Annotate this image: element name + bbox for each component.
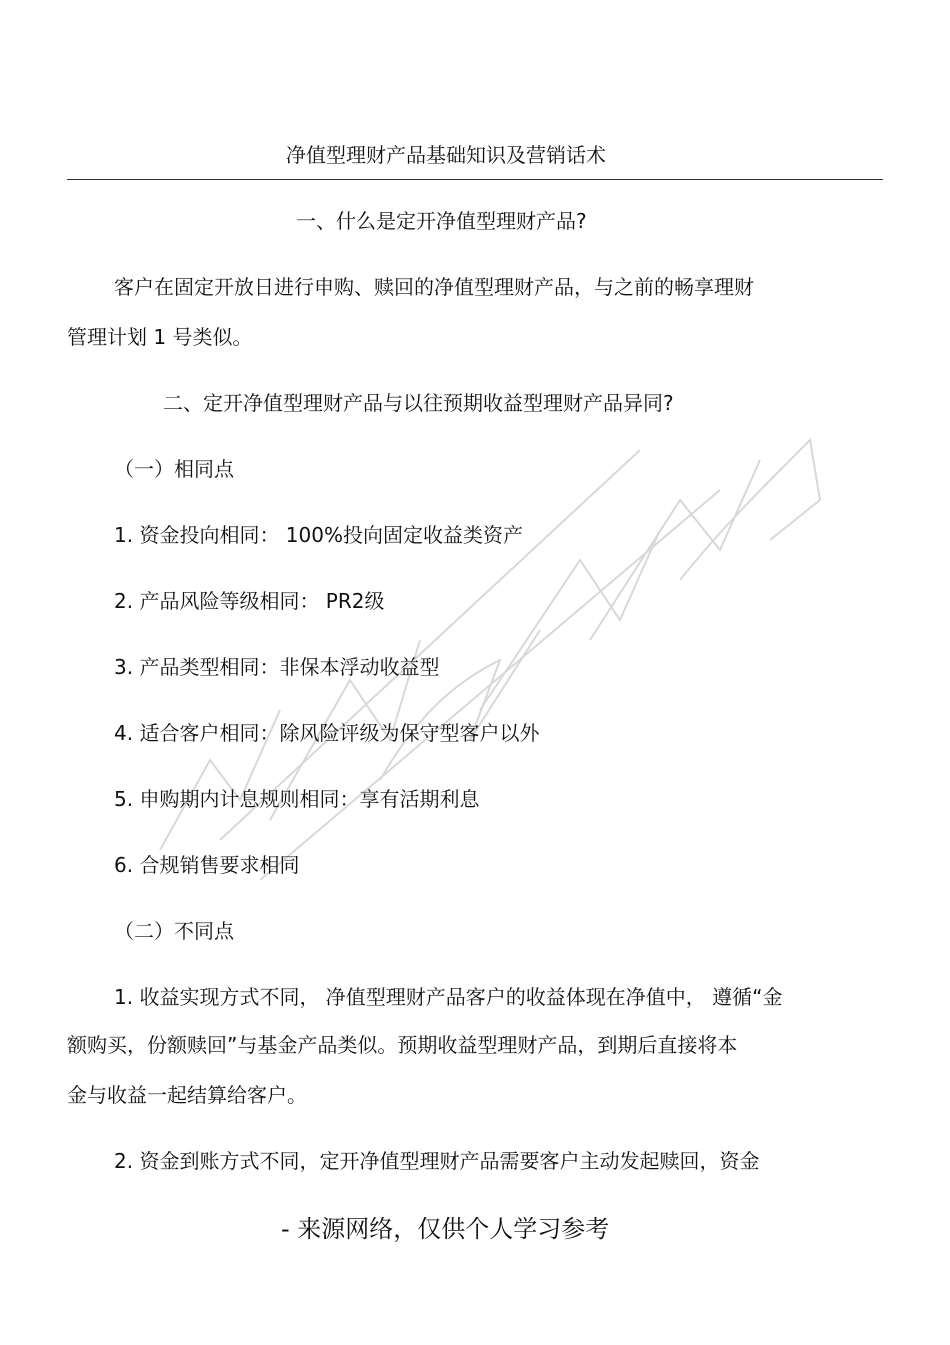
section1-paragraph-line2: 管理计划 1 号类似。 [67,325,253,349]
same-point-item: 5. 申购期内计息规则相同：享有活期利息 [114,787,480,811]
diff-item1-line1: 1. 收益实现方式不同， 净值型理财产品客户的收益体现在净值中， 遵循“金 [114,985,783,1009]
same-point-item: 6. 合规销售要求相同 [114,853,300,877]
diff-item1-line3: 金与收益一起结算给客户。 [67,1083,307,1107]
diff-item2-line1: 2. 资金到账方式不同，定开净值型理财产品需要客户主动发起赎回，资金 [114,1149,760,1173]
same-point-item: 1. 资金投向相同： 100%投向固定收益类资产 [114,523,523,547]
title-divider [67,179,883,180]
diff-points-heading: （二）不同点 [114,919,234,943]
section2-heading: 二、定开净值型理财产品与以往预期收益型理财产品异同? [163,391,674,415]
section1-paragraph-line1: 客户在固定开放日进行申购、赎回的净值型理财产品，与之前的畅享理财 [114,275,754,299]
section1-heading: 一、什么是定开净值型理财产品? [296,209,587,233]
same-point-item: 2. 产品风险等级相同： PR2级 [114,589,385,613]
document-title: 净值型理财产品基础知识及营销话术 [286,143,606,167]
diff-item1-line2: 额购买，份额赎回”与基金产品类似。预期收益型理财产品，到期后直接将本 [67,1033,738,1057]
same-point-item: 4. 适合客户相同：除风险评级为保守型客户以外 [114,721,540,745]
same-point-item: 3. 产品类型相同：非保本浮动收益型 [114,655,440,679]
footer-note: - 来源网络，仅供个人学习参考 [281,1215,610,1243]
watermark [120,380,880,900]
same-points-heading: （一）相同点 [114,457,234,481]
